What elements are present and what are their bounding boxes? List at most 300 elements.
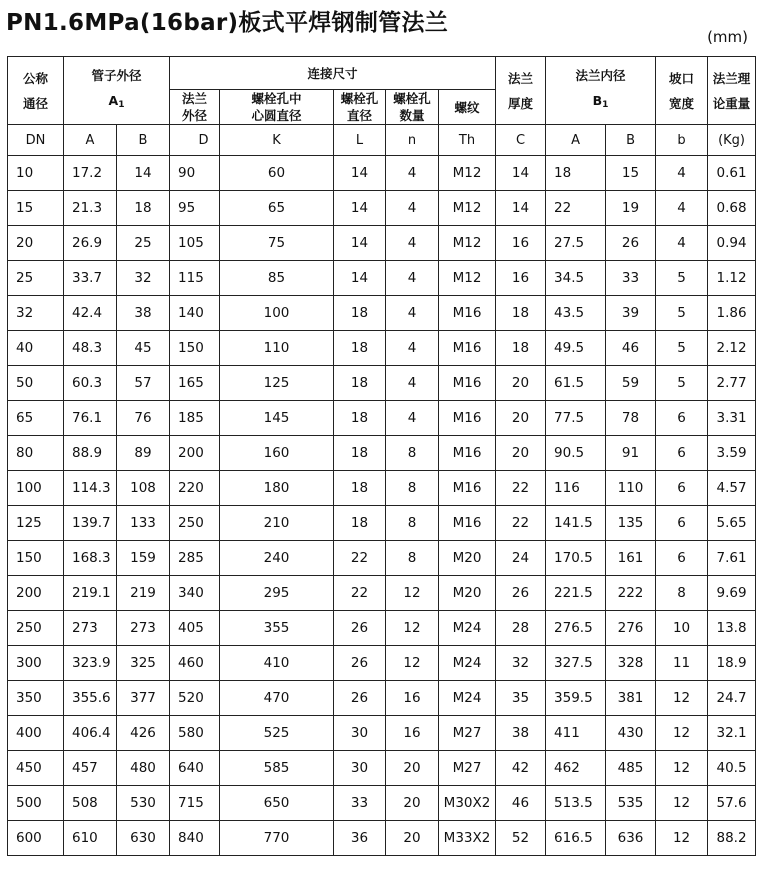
cell-weight: 2.77 bbox=[708, 366, 756, 401]
cell-dn: 300 bbox=[8, 646, 64, 681]
table-row bbox=[8, 471, 756, 506]
table-header bbox=[8, 57, 756, 156]
table-row bbox=[8, 366, 756, 401]
cell-dn: 20 bbox=[8, 226, 64, 261]
cell-bolt-hole: 18 bbox=[334, 401, 386, 436]
header-flange-thickness: 法兰 厚度 bbox=[496, 57, 546, 125]
header-bolt-hole-dia: 螺栓孔 直径 bbox=[334, 90, 386, 125]
cell-bevel: 12 bbox=[656, 681, 708, 716]
cell-bolt-count: 4 bbox=[386, 401, 439, 436]
cell-thread: M24 bbox=[439, 611, 496, 646]
cell-bolt-count: 20 bbox=[386, 751, 439, 786]
cell-pipe-a: 42.4 bbox=[64, 296, 117, 331]
cell-thread: M24 bbox=[439, 681, 496, 716]
cell-bolt-count: 16 bbox=[386, 716, 439, 751]
header-pipe-od: 管子外径 $A_1$ bbox=[64, 57, 170, 125]
cell-id-b: 46 bbox=[606, 331, 656, 366]
cell-bolt-count: 8 bbox=[386, 506, 439, 541]
cell-weight: 32.1 bbox=[708, 716, 756, 751]
cell-id-a: 462 bbox=[546, 751, 606, 786]
cell-bevel: 10 bbox=[656, 611, 708, 646]
cell-bolt-count: 4 bbox=[386, 296, 439, 331]
cell-pipe-a: 114.3 bbox=[64, 471, 117, 506]
cell-id-a: 141.5 bbox=[546, 506, 606, 541]
cell-thread: M27 bbox=[439, 751, 496, 786]
cell-bolt-hole: 18 bbox=[334, 366, 386, 401]
cell-bolt-hole: 36 bbox=[334, 821, 386, 856]
table-row bbox=[8, 751, 756, 786]
table-row bbox=[8, 611, 756, 646]
cell-flange-od: 115 bbox=[170, 261, 220, 296]
cell-id-b: 535 bbox=[606, 786, 656, 821]
cell-pipe-b: 45 bbox=[117, 331, 170, 366]
header-pipe-b: B bbox=[117, 125, 170, 156]
cell-thread: M33X2 bbox=[439, 821, 496, 856]
table-row bbox=[8, 821, 756, 856]
cell-flange-od: 185 bbox=[170, 401, 220, 436]
cell-pipe-a: 76.1 bbox=[64, 401, 117, 436]
unit-label: (mm) bbox=[707, 28, 748, 46]
cell-weight: 1.12 bbox=[708, 261, 756, 296]
cell-dn: 150 bbox=[8, 541, 64, 576]
cell-bolt-circle: 65 bbox=[220, 191, 334, 226]
cell-bolt-hole: 18 bbox=[334, 436, 386, 471]
cell-bolt-count: 4 bbox=[386, 226, 439, 261]
cell-pipe-a: 21.3 bbox=[64, 191, 117, 226]
cell-pipe-b: 25 bbox=[117, 226, 170, 261]
cell-flange-od: 340 bbox=[170, 576, 220, 611]
cell-pipe-b: 14 bbox=[117, 156, 170, 191]
cell-dn: 50 bbox=[8, 366, 64, 401]
cell-bevel: 11 bbox=[656, 646, 708, 681]
cell-weight: 40.5 bbox=[708, 751, 756, 786]
cell-dn: 250 bbox=[8, 611, 64, 646]
cell-weight: 1.86 bbox=[708, 296, 756, 331]
cell-thread: M16 bbox=[439, 331, 496, 366]
cell-id-b: 59 bbox=[606, 366, 656, 401]
cell-thread: M16 bbox=[439, 296, 496, 331]
cell-bevel: 4 bbox=[656, 226, 708, 261]
cell-bolt-hole: 18 bbox=[334, 471, 386, 506]
table-row bbox=[8, 681, 756, 716]
cell-flange-od: 405 bbox=[170, 611, 220, 646]
cell-dn: 40 bbox=[8, 331, 64, 366]
cell-dn: 400 bbox=[8, 716, 64, 751]
cell-bolt-count: 4 bbox=[386, 156, 439, 191]
cell-weight: 9.69 bbox=[708, 576, 756, 611]
cell-id-b: 485 bbox=[606, 751, 656, 786]
cell-pipe-b: 480 bbox=[117, 751, 170, 786]
cell-thread: M12 bbox=[439, 226, 496, 261]
cell-flange-od: 140 bbox=[170, 296, 220, 331]
cell-weight: 5.65 bbox=[708, 506, 756, 541]
cell-thread: M12 bbox=[439, 156, 496, 191]
table-row bbox=[8, 436, 756, 471]
cell-weight: 0.61 bbox=[708, 156, 756, 191]
cell-pipe-b: 325 bbox=[117, 646, 170, 681]
table-row bbox=[8, 226, 756, 261]
cell-flange-od: 640 bbox=[170, 751, 220, 786]
cell-thread: M16 bbox=[439, 506, 496, 541]
cell-id-a: 276.5 bbox=[546, 611, 606, 646]
cell-dn: 200 bbox=[8, 576, 64, 611]
cell-pipe-a: 610 bbox=[64, 821, 117, 856]
cell-id-b: 26 bbox=[606, 226, 656, 261]
cell-bolt-count: 4 bbox=[386, 366, 439, 401]
cell-thickness: 14 bbox=[496, 191, 546, 226]
cell-bevel: 5 bbox=[656, 296, 708, 331]
cell-id-a: 34.5 bbox=[546, 261, 606, 296]
cell-bolt-count: 20 bbox=[386, 821, 439, 856]
cell-thread: M24 bbox=[439, 646, 496, 681]
cell-flange-od: 250 bbox=[170, 506, 220, 541]
cell-id-a: 411 bbox=[546, 716, 606, 751]
cell-pipe-b: 38 bbox=[117, 296, 170, 331]
cell-bevel: 6 bbox=[656, 506, 708, 541]
cell-flange-od: 715 bbox=[170, 786, 220, 821]
cell-weight: 0.68 bbox=[708, 191, 756, 226]
cell-bolt-circle: 180 bbox=[220, 471, 334, 506]
cell-id-b: 19 bbox=[606, 191, 656, 226]
cell-dn: 80 bbox=[8, 436, 64, 471]
cell-bevel: 5 bbox=[656, 366, 708, 401]
cell-bolt-count: 4 bbox=[386, 261, 439, 296]
cell-bolt-hole: 14 bbox=[334, 226, 386, 261]
cell-id-a: 27.5 bbox=[546, 226, 606, 261]
cell-pipe-b: 18 bbox=[117, 191, 170, 226]
table-row bbox=[8, 541, 756, 576]
header-l: L bbox=[334, 125, 386, 156]
cell-thread: M16 bbox=[439, 436, 496, 471]
header-kg: (Kg) bbox=[708, 125, 756, 156]
cell-weight: 0.94 bbox=[708, 226, 756, 261]
cell-id-b: 636 bbox=[606, 821, 656, 856]
cell-thickness: 20 bbox=[496, 401, 546, 436]
cell-id-a: 616.5 bbox=[546, 821, 606, 856]
cell-thread: M27 bbox=[439, 716, 496, 751]
cell-weight: 88.2 bbox=[708, 821, 756, 856]
header-id-b: B bbox=[606, 125, 656, 156]
header-c: C bbox=[496, 125, 546, 156]
table-row bbox=[8, 261, 756, 296]
table-row bbox=[8, 191, 756, 226]
cell-bolt-circle: 295 bbox=[220, 576, 334, 611]
cell-id-b: 381 bbox=[606, 681, 656, 716]
cell-pipe-b: 273 bbox=[117, 611, 170, 646]
cell-id-a: 116 bbox=[546, 471, 606, 506]
cell-flange-od: 165 bbox=[170, 366, 220, 401]
cell-thread: M16 bbox=[439, 471, 496, 506]
cell-bolt-circle: 770 bbox=[220, 821, 334, 856]
cell-weight: 13.8 bbox=[708, 611, 756, 646]
table-body bbox=[8, 156, 756, 856]
cell-flange-od: 220 bbox=[170, 471, 220, 506]
cell-pipe-b: 630 bbox=[117, 821, 170, 856]
cell-id-b: 430 bbox=[606, 716, 656, 751]
cell-bevel: 5 bbox=[656, 331, 708, 366]
header-bolt-hole-count: 螺栓孔 数量 bbox=[386, 90, 439, 125]
cell-bevel: 6 bbox=[656, 401, 708, 436]
cell-id-a: 43.5 bbox=[546, 296, 606, 331]
table-row bbox=[8, 786, 756, 821]
cell-bolt-circle: 100 bbox=[220, 296, 334, 331]
cell-pipe-a: 168.3 bbox=[64, 541, 117, 576]
cell-thickness: 35 bbox=[496, 681, 546, 716]
cell-thickness: 18 bbox=[496, 296, 546, 331]
cell-id-a: 18 bbox=[546, 156, 606, 191]
cell-bolt-circle: 60 bbox=[220, 156, 334, 191]
cell-bevel: 8 bbox=[656, 576, 708, 611]
cell-pipe-b: 159 bbox=[117, 541, 170, 576]
cell-dn: 450 bbox=[8, 751, 64, 786]
cell-dn: 350 bbox=[8, 681, 64, 716]
cell-bolt-count: 12 bbox=[386, 646, 439, 681]
cell-bolt-circle: 145 bbox=[220, 401, 334, 436]
cell-bolt-circle: 75 bbox=[220, 226, 334, 261]
cell-bolt-hole: 18 bbox=[334, 331, 386, 366]
cell-bolt-count: 4 bbox=[386, 331, 439, 366]
page-title: PN1.6MPa(16bar)板式平焊钢制管法兰 bbox=[6, 10, 449, 36]
header-d: D bbox=[170, 125, 220, 156]
cell-bolt-circle: 110 bbox=[220, 331, 334, 366]
cell-weight: 3.59 bbox=[708, 436, 756, 471]
cell-pipe-a: 273 bbox=[64, 611, 117, 646]
cell-bolt-circle: 525 bbox=[220, 716, 334, 751]
header-n: n bbox=[386, 125, 439, 156]
cell-pipe-a: 33.7 bbox=[64, 261, 117, 296]
table-row bbox=[8, 331, 756, 366]
cell-dn: 125 bbox=[8, 506, 64, 541]
cell-bolt-hole: 14 bbox=[334, 261, 386, 296]
cell-pipe-a: 508 bbox=[64, 786, 117, 821]
cell-id-a: 77.5 bbox=[546, 401, 606, 436]
cell-id-a: 170.5 bbox=[546, 541, 606, 576]
cell-bolt-hole: 26 bbox=[334, 681, 386, 716]
cell-thickness: 38 bbox=[496, 716, 546, 751]
cell-thickness: 24 bbox=[496, 541, 546, 576]
cell-weight: 7.61 bbox=[708, 541, 756, 576]
cell-thread: M20 bbox=[439, 576, 496, 611]
cell-bolt-circle: 85 bbox=[220, 261, 334, 296]
cell-pipe-a: 60.3 bbox=[64, 366, 117, 401]
cell-dn: 10 bbox=[8, 156, 64, 191]
table-row bbox=[8, 156, 756, 191]
cell-dn: 25 bbox=[8, 261, 64, 296]
header-k: K bbox=[220, 125, 334, 156]
cell-bolt-hole: 18 bbox=[334, 506, 386, 541]
table-row bbox=[8, 506, 756, 541]
cell-pipe-b: 57 bbox=[117, 366, 170, 401]
cell-thread: M12 bbox=[439, 191, 496, 226]
cell-id-b: 110 bbox=[606, 471, 656, 506]
cell-pipe-a: 457 bbox=[64, 751, 117, 786]
cell-bolt-circle: 355 bbox=[220, 611, 334, 646]
cell-id-a: 22 bbox=[546, 191, 606, 226]
cell-pipe-a: 406.4 bbox=[64, 716, 117, 751]
table-row bbox=[8, 296, 756, 331]
cell-thickness: 18 bbox=[496, 331, 546, 366]
cell-pipe-a: 48.3 bbox=[64, 331, 117, 366]
cell-pipe-a: 323.9 bbox=[64, 646, 117, 681]
cell-pipe-a: 219.1 bbox=[64, 576, 117, 611]
cell-weight: 57.6 bbox=[708, 786, 756, 821]
cell-bolt-count: 12 bbox=[386, 611, 439, 646]
cell-pipe-a: 355.6 bbox=[64, 681, 117, 716]
cell-bolt-count: 8 bbox=[386, 471, 439, 506]
cell-pipe-b: 426 bbox=[117, 716, 170, 751]
cell-bolt-count: 8 bbox=[386, 541, 439, 576]
header-bolt-circle: 螺栓孔中 心圆直径 bbox=[220, 90, 334, 125]
cell-bevel: 6 bbox=[656, 436, 708, 471]
cell-thread: M16 bbox=[439, 401, 496, 436]
cell-thread: M16 bbox=[439, 366, 496, 401]
cell-id-b: 222 bbox=[606, 576, 656, 611]
cell-bolt-hole: 14 bbox=[334, 156, 386, 191]
header-thread: 螺纹 bbox=[439, 90, 496, 125]
cell-thickness: 28 bbox=[496, 611, 546, 646]
cell-thickness: 32 bbox=[496, 646, 546, 681]
cell-thread: M20 bbox=[439, 541, 496, 576]
header-nominal-diameter: 公称 通径 bbox=[8, 57, 64, 125]
cell-bevel: 4 bbox=[656, 191, 708, 226]
cell-flange-od: 200 bbox=[170, 436, 220, 471]
cell-id-b: 135 bbox=[606, 506, 656, 541]
cell-pipe-a: 139.7 bbox=[64, 506, 117, 541]
cell-bolt-count: 12 bbox=[386, 576, 439, 611]
cell-pipe-a: 88.9 bbox=[64, 436, 117, 471]
cell-bevel: 12 bbox=[656, 786, 708, 821]
cell-bolt-circle: 650 bbox=[220, 786, 334, 821]
cell-bevel: 5 bbox=[656, 261, 708, 296]
cell-flange-od: 95 bbox=[170, 191, 220, 226]
cell-bevel: 12 bbox=[656, 751, 708, 786]
cell-id-b: 15 bbox=[606, 156, 656, 191]
cell-dn: 500 bbox=[8, 786, 64, 821]
cell-bolt-hole: 18 bbox=[334, 296, 386, 331]
cell-pipe-a: 26.9 bbox=[64, 226, 117, 261]
header-theoretical-weight: 法兰理 论重量 bbox=[708, 57, 756, 125]
cell-flange-od: 105 bbox=[170, 226, 220, 261]
cell-bolt-hole: 14 bbox=[334, 191, 386, 226]
cell-bolt-hole: 22 bbox=[334, 576, 386, 611]
cell-bolt-circle: 240 bbox=[220, 541, 334, 576]
cell-dn: 100 bbox=[8, 471, 64, 506]
cell-bevel: 6 bbox=[656, 471, 708, 506]
cell-bolt-hole: 30 bbox=[334, 751, 386, 786]
cell-thickness: 52 bbox=[496, 821, 546, 856]
cell-id-b: 91 bbox=[606, 436, 656, 471]
cell-bolt-hole: 22 bbox=[334, 541, 386, 576]
cell-id-a: 90.5 bbox=[546, 436, 606, 471]
cell-thickness: 14 bbox=[496, 156, 546, 191]
cell-pipe-b: 377 bbox=[117, 681, 170, 716]
cell-flange-od: 580 bbox=[170, 716, 220, 751]
cell-dn: 65 bbox=[8, 401, 64, 436]
cell-bolt-circle: 585 bbox=[220, 751, 334, 786]
header-dn: DN bbox=[8, 125, 64, 156]
cell-thickness: 16 bbox=[496, 226, 546, 261]
cell-pipe-b: 108 bbox=[117, 471, 170, 506]
cell-thickness: 26 bbox=[496, 576, 546, 611]
cell-thickness: 20 bbox=[496, 366, 546, 401]
table-row bbox=[8, 716, 756, 751]
cell-bevel: 12 bbox=[656, 821, 708, 856]
cell-bolt-hole: 26 bbox=[334, 611, 386, 646]
cell-weight: 2.12 bbox=[708, 331, 756, 366]
cell-bolt-count: 8 bbox=[386, 436, 439, 471]
cell-id-a: 327.5 bbox=[546, 646, 606, 681]
cell-bolt-count: 4 bbox=[386, 191, 439, 226]
header-id-a: A bbox=[546, 125, 606, 156]
cell-pipe-b: 32 bbox=[117, 261, 170, 296]
cell-weight: 3.31 bbox=[708, 401, 756, 436]
cell-pipe-b: 76 bbox=[117, 401, 170, 436]
cell-id-a: 221.5 bbox=[546, 576, 606, 611]
cell-id-b: 33 bbox=[606, 261, 656, 296]
cell-pipe-a: 17.2 bbox=[64, 156, 117, 191]
cell-bolt-circle: 210 bbox=[220, 506, 334, 541]
cell-thickness: 16 bbox=[496, 261, 546, 296]
cell-thickness: 22 bbox=[496, 471, 546, 506]
cell-id-b: 161 bbox=[606, 541, 656, 576]
cell-id-b: 328 bbox=[606, 646, 656, 681]
cell-bolt-hole: 26 bbox=[334, 646, 386, 681]
cell-pipe-b: 219 bbox=[117, 576, 170, 611]
cell-bevel: 6 bbox=[656, 541, 708, 576]
cell-id-b: 276 bbox=[606, 611, 656, 646]
cell-id-a: 49.5 bbox=[546, 331, 606, 366]
cell-thickness: 22 bbox=[496, 506, 546, 541]
cell-bolt-count: 20 bbox=[386, 786, 439, 821]
cell-dn: 15 bbox=[8, 191, 64, 226]
cell-pipe-b: 133 bbox=[117, 506, 170, 541]
cell-bolt-circle: 160 bbox=[220, 436, 334, 471]
header-bevel-width: 坡口 宽度 bbox=[656, 57, 708, 125]
cell-id-a: 359.5 bbox=[546, 681, 606, 716]
cell-flange-od: 90 bbox=[170, 156, 220, 191]
cell-id-a: 513.5 bbox=[546, 786, 606, 821]
cell-bolt-count: 16 bbox=[386, 681, 439, 716]
table-row bbox=[8, 646, 756, 681]
cell-flange-od: 840 bbox=[170, 821, 220, 856]
cell-bevel: 4 bbox=[656, 156, 708, 191]
cell-dn: 32 bbox=[8, 296, 64, 331]
header-flange-id: 法兰内径 $B_1$ bbox=[546, 57, 656, 125]
cell-flange-od: 460 bbox=[170, 646, 220, 681]
cell-bolt-hole: 33 bbox=[334, 786, 386, 821]
flange-spec-table bbox=[7, 56, 756, 856]
cell-thread: M30X2 bbox=[439, 786, 496, 821]
cell-bolt-circle: 125 bbox=[220, 366, 334, 401]
cell-weight: 18.9 bbox=[708, 646, 756, 681]
cell-bolt-circle: 470 bbox=[220, 681, 334, 716]
header-flange-od: 法兰 外径 bbox=[170, 90, 220, 125]
cell-thickness: 42 bbox=[496, 751, 546, 786]
header-connection-dims: 连接尺寸 bbox=[170, 57, 496, 90]
cell-id-b: 39 bbox=[606, 296, 656, 331]
header-th: Th bbox=[439, 125, 496, 156]
header-b-small: b bbox=[656, 125, 708, 156]
cell-weight: 24.7 bbox=[708, 681, 756, 716]
table-row bbox=[8, 576, 756, 611]
cell-flange-od: 150 bbox=[170, 331, 220, 366]
cell-thickness: 46 bbox=[496, 786, 546, 821]
cell-bolt-hole: 30 bbox=[334, 716, 386, 751]
cell-thickness: 20 bbox=[496, 436, 546, 471]
cell-bevel: 12 bbox=[656, 716, 708, 751]
cell-id-a: 61.5 bbox=[546, 366, 606, 401]
cell-pipe-b: 530 bbox=[117, 786, 170, 821]
